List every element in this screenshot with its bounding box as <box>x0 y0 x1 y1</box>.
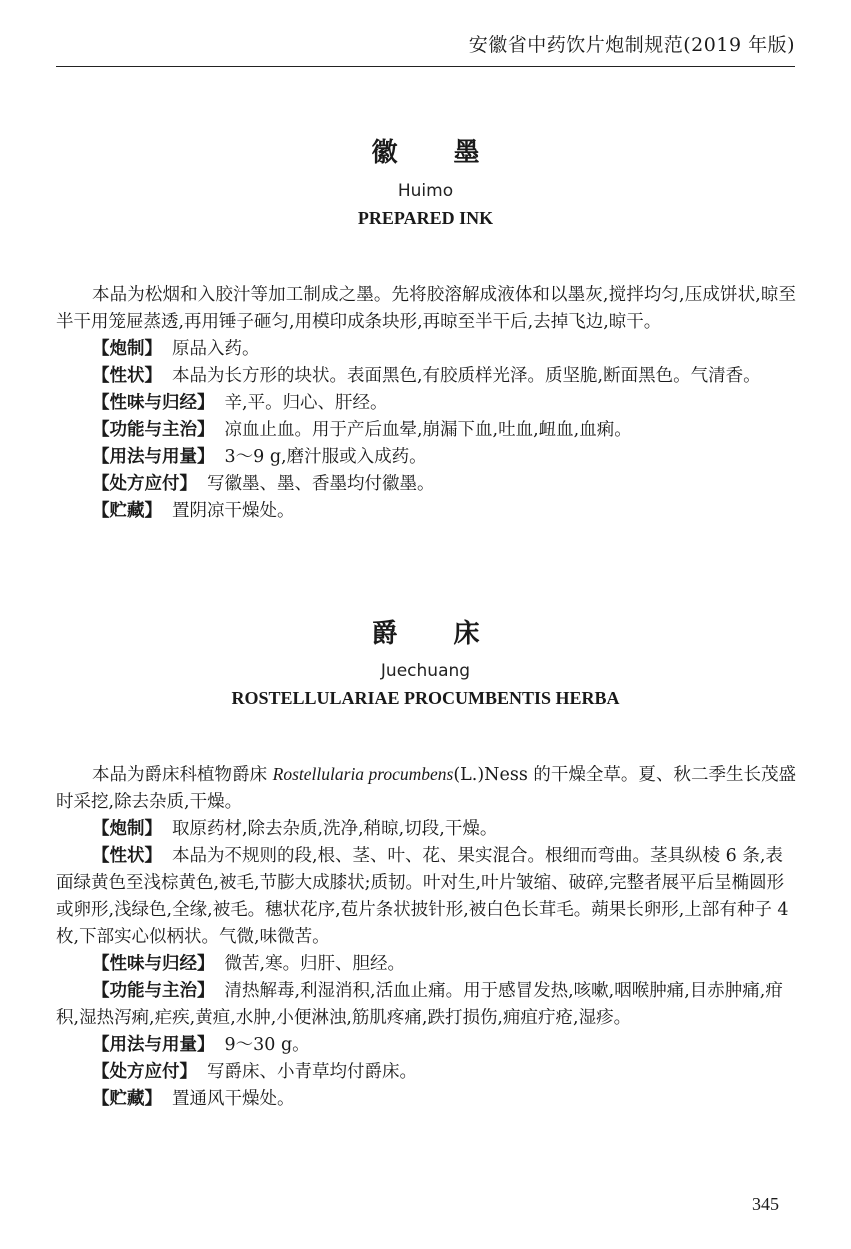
entry2-section: 【性味与归经】 微苦,寒。归肝、胆经。 <box>92 954 406 974</box>
entry1-body <box>56 282 796 525</box>
entry2-section: 【性状】 本品为不规则的段,根、茎、叶、花、果实混合。根细而弯曲。茎具纵棱 6 条,表面绿黄色至浅棕黄色,被毛,节膨大成膝状;质韧。叶对生,叶片皱缩、破碎,完整者展平后呈椭圆形或卵形,浅绿色,全缘,被毛。穗状花序,苞片条状披针形,被白色长茸毛。蒴果长卵形,上部有种子 4 枚,下部实心似柄状。气微,味微苦。 <box>56 846 789 947</box>
entry1-section: 【功能与主治】 凉血止血。用于产后血晕,崩漏下血,吐血,衄血,血痢。 <box>92 420 632 440</box>
entry2-section: 【炮制】 取原药材,除去杂质,洗净,稍晾,切段,干燥。 <box>92 819 498 839</box>
entry1-intro: 本品为松烟和入胶汁等加工制成之墨。先将胶溶解成液体和以墨灰,搅拌均匀,压成饼状,晾至半干用笼屉蒸透,再用锤子砸匀,用模印成条块形,再晾至半干后,去掉飞边,晾干。 <box>56 285 796 332</box>
entry1-pinyin: Huimo <box>397 181 454 201</box>
entry1-title <box>0 132 851 169</box>
entry1-title-char-2: 墨 <box>453 138 480 168</box>
entry2-section: 【用法与用量】 9～30 g。 <box>92 1035 310 1055</box>
entry1-section: 【用法与用量】 3～9 g,磨汁服或入成药。 <box>92 447 427 467</box>
entry2-intro: 本品为爵床科植物爵床 Rostellularia procumbens(L.)Ness 的干燥全草。夏、秋二季生长茂盛时采挖,除去杂质,干燥。 <box>56 764 797 812</box>
entry2-section: 【功能与主治】 清热解毒,利湿消积,活血止痛。用于感冒发热,咳嗽,咽喉肿痛,目赤肿痛,疳积,湿热泻痢,疟疾,黄疸,水肿,小便淋浊,筋肌疼痛,跌打损伤,痈疽疔疮,湿疹。 <box>56 981 783 1028</box>
running-header <box>56 30 795 67</box>
entry1-section: 【处方应付】 写徽墨、墨、香墨均付徽墨。 <box>92 474 435 494</box>
entry1-latin-name: PREPARED INK <box>357 208 494 228</box>
entry1-section: 【贮藏】 置阴凉干燥处。 <box>92 501 295 521</box>
entry2-body <box>56 761 796 1113</box>
scientific-name: Rostellularia procumbens <box>272 764 454 784</box>
page-number: 345 <box>752 1194 779 1214</box>
entry2-section: 【贮藏】 置通风干燥处。 <box>92 1089 295 1109</box>
entry2-title <box>0 613 851 650</box>
entry2-latin-name: ROSTELLULARIAE PROCUMBENTIS HERBA <box>231 688 620 708</box>
entry1-section: 【炮制】 原品入药。 <box>92 339 260 359</box>
entry1-title-char-1: 徽 <box>371 138 398 168</box>
entry2-section: 【处方应付】 写爵床、小青草均付爵床。 <box>92 1062 417 1082</box>
entry1-section: 【性味与归经】 辛,平。归心、肝经。 <box>92 393 388 413</box>
entry1-section: 【性状】 本品为长方形的块状。表面黑色,有胶质样光泽。质坚脆,断面黑色。气清香。 <box>92 366 761 386</box>
entry2-pinyin: Juechuang <box>380 661 471 681</box>
entry2-title-char-1: 爵 <box>371 619 398 649</box>
header-title: 安徽省中药饮片炮制规范(2019 年版) <box>468 34 795 56</box>
entry2-title-char-2: 床 <box>453 619 480 649</box>
